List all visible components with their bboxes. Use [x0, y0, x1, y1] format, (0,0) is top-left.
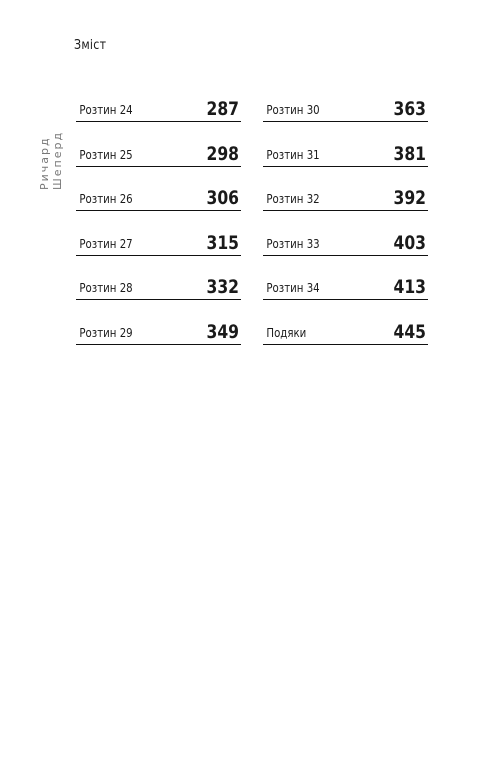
toc-entry-chapter-30 [263, 96, 428, 122]
toc-entry-label: Розтин 31 [266, 147, 320, 162]
toc-entry-page-number: 381 [393, 142, 427, 165]
toc-entry-label: Розтин 29 [79, 325, 133, 340]
toc-entry-label: Подяки [266, 325, 307, 340]
page-title: Зміст [74, 38, 107, 53]
toc-entry-page-number: 306 [206, 187, 240, 210]
toc-entry-label: Розтин 27 [79, 236, 133, 251]
toc-entry-chapter-34 [263, 274, 428, 300]
toc-entry-label: Розтин 25 [79, 147, 133, 162]
toc-entry-acknowledgements [263, 319, 428, 345]
toc-entry-chapter-27 [76, 230, 241, 256]
toc-entry-page-number: 298 [206, 142, 240, 165]
toc-entry-label: Розтин 28 [79, 281, 133, 296]
toc-entry-chapter-29 [76, 319, 241, 345]
toc-entry-chapter-33 [263, 230, 428, 256]
table-of-contents [76, 96, 428, 364]
toc-entry-chapter-32 [263, 185, 428, 211]
toc-entry-label: Розтин 34 [266, 281, 320, 296]
toc-entry-label: Розтин 26 [79, 192, 133, 207]
toc-entry-page-number: 445 [393, 320, 427, 343]
toc-entry-page-number: 413 [393, 276, 427, 299]
toc-entry-chapter-24 [76, 96, 241, 122]
toc-entry-chapter-31 [263, 141, 428, 167]
toc-entry-label: Розтин 30 [266, 103, 320, 117]
toc-entry-page-number: 315 [206, 231, 240, 254]
toc-entry-label: Розтин 33 [266, 236, 320, 251]
toc-entry-chapter-26 [76, 185, 241, 211]
toc-entry-page-number: 349 [206, 320, 240, 343]
toc-entry-page-number: 392 [393, 187, 427, 210]
running-author-name: Ричард Шеперд [38, 130, 64, 190]
toc-entry-label: Розтин 32 [266, 192, 320, 207]
toc-entry-page-number: 403 [393, 231, 427, 254]
toc-entry-page-number: 287 [206, 98, 240, 120]
toc-entry-page-number: 332 [206, 276, 240, 299]
toc-entry-chapter-28 [76, 274, 241, 300]
toc-entry-chapter-25 [76, 141, 241, 167]
toc-entry-page-number: 363 [393, 98, 427, 120]
toc-entry-label: Розтин 24 [79, 103, 133, 117]
